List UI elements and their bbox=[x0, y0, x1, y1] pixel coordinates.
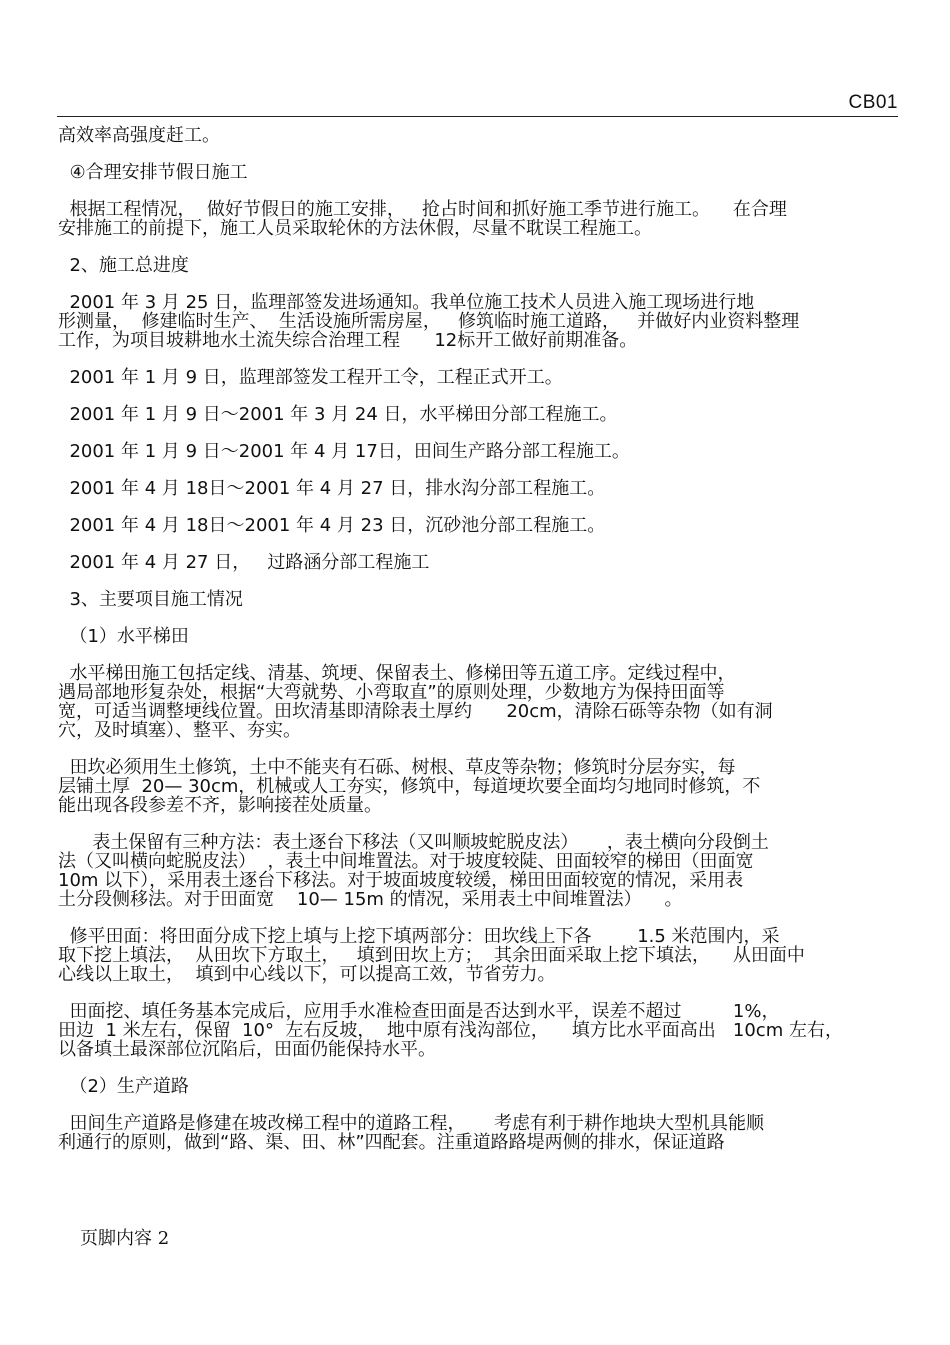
text-line: 3、主要项目施工情况 bbox=[58, 589, 243, 610]
text-line: 田面挖、填任务基本完成后，应用手水准检查田面是否达到水平，误差不超过 1%， bbox=[58, 1001, 780, 1022]
paragraph-gap bbox=[58, 909, 894, 927]
text-line: 穴，及时填塞）、整平、夯实。 bbox=[58, 720, 301, 741]
document-code: CB01 bbox=[848, 92, 898, 113]
paragraph-gap bbox=[58, 498, 894, 516]
paragraph bbox=[58, 664, 894, 740]
paragraph bbox=[58, 627, 894, 646]
text-line: 利通行的原则，做到“路、渠、田、林”四配套。注重道路路堤两侧的排水，保证道路 bbox=[58, 1132, 725, 1153]
page-footer: 页脚内容 2 bbox=[80, 1228, 170, 1249]
text-line: 2001 年 1 月 9 日～2001 年 3 月 24 日，水平梯田分部工程施工。 bbox=[58, 404, 618, 425]
text-line: 2、施工总进度 bbox=[58, 255, 189, 276]
text-line: （1）水平梯田 bbox=[58, 626, 189, 647]
paragraph-gap bbox=[58, 815, 894, 833]
text-line: （2）生产道路 bbox=[58, 1076, 189, 1097]
text-line: 形测量， 修建临时生产、 生活设施所需房屋， 修筑临时施工道路， 并做好内业资料整理 bbox=[58, 311, 800, 332]
paragraph bbox=[58, 163, 894, 182]
paragraph-gap bbox=[58, 387, 894, 405]
paragraph bbox=[58, 126, 894, 145]
paragraph-gap bbox=[58, 572, 894, 590]
text-line: 心线以上取土， 填到中心线以下，可以提高工效，节省劳力。 bbox=[58, 964, 556, 985]
text-line: 田间生产道路是修建在坡改梯工程中的道路工程， 考虑有利于耕作地块大型机具能顺 bbox=[58, 1113, 765, 1134]
paragraph-gap bbox=[58, 535, 894, 553]
document-body bbox=[58, 126, 894, 1152]
text-line: 高效率高强度赶工。 bbox=[58, 125, 220, 146]
paragraph bbox=[58, 405, 894, 424]
text-line: 田坎必须用生土修筑，土中不能夹有石砾、树根、草皮等杂物；修筑时分层夯实，每 bbox=[58, 757, 736, 778]
text-line: 宽，可适当调整埂线位置。田坎清基即清除表土厚约 20cm，清除石砾等杂物（如有洞 bbox=[58, 701, 773, 722]
text-line: 法（又叫横向蛇脱皮法） ，表土中间堆置法。对于坡度较陡、田面较窄的梯田（田面宽 bbox=[58, 851, 754, 872]
text-line: 以备填土最深部位沉陷后，田面仍能保持水平。 bbox=[58, 1039, 436, 1060]
text-line: 根据工程情况， 做好节假日的施工安排， 抢占时间和抓好施工季节进行施工。 在合理 bbox=[58, 199, 787, 220]
text-line: 2001 年 4 月 27 日， 过路涵分部工程施工 bbox=[58, 552, 430, 573]
paragraph bbox=[58, 758, 894, 815]
paragraph-gap bbox=[58, 238, 894, 256]
paragraph-gap bbox=[58, 646, 894, 664]
text-line: 层铺土厚 20— 30cm，机械或人工夯实，修筑中，每道埂坎要全面均匀地同时修筑，不 bbox=[58, 776, 761, 797]
paragraph bbox=[58, 479, 894, 498]
paragraph bbox=[58, 1077, 894, 1096]
paragraph bbox=[58, 256, 894, 275]
text-line: 取下挖上填法， 从田坎下方取土， 填到田坎上方； 其余田面采取上挖下填法， 从田面中 bbox=[58, 945, 805, 966]
text-line: 安排施工的前提下，施工人员采取轮休的方法休假，尽量不耽误工程施工。 bbox=[58, 218, 652, 239]
paragraph bbox=[58, 200, 894, 238]
paragraph-gap bbox=[58, 424, 894, 442]
paragraph-gap bbox=[58, 609, 894, 627]
paragraph bbox=[58, 293, 894, 350]
paragraph bbox=[58, 927, 894, 984]
paragraph-gap bbox=[58, 461, 894, 479]
text-line: 10m 以下），采用表土逐台下移法。对于坡面坡度较缓，梯田田面较宽的情况，采用表 bbox=[58, 870, 744, 891]
paragraph bbox=[58, 368, 894, 387]
text-line: 2001 年 1 月 9 日～2001 年 4 月 17日，田间生产路分部工程施工。 bbox=[58, 441, 630, 462]
text-line: 水平梯田施工包括定线、清基、筑埂、保留表土、修梯田等五道工序。定线过程中， bbox=[58, 663, 736, 684]
text-line: 田边 1 米左右，保留 10° 左右反坡， 地中原有浅沟部位， 填方比水平面高出 10cm 左右， bbox=[58, 1020, 843, 1041]
paragraph-gap bbox=[58, 145, 894, 163]
paragraph bbox=[58, 516, 894, 535]
text-line: 土分段侧移法。对于田面宽 10— 15m 的情况，采用表土中间堆置法） 。 bbox=[58, 889, 683, 910]
text-line: 2001 年 1 月 9 日，监理部签发工程开工令，工程正式开工。 bbox=[58, 367, 563, 388]
paragraph-gap bbox=[58, 740, 894, 758]
paragraph bbox=[58, 1002, 894, 1059]
paragraph-gap bbox=[58, 1096, 894, 1114]
paragraph bbox=[58, 1114, 894, 1152]
text-line: 2001 年 4 月 18日～2001 年 4 月 27 日，排水沟分部工程施工。 bbox=[58, 478, 606, 499]
paragraph-gap bbox=[58, 182, 894, 200]
text-line: 2001 年 3 月 25 日，监理部签发进场通知。我单位施工技术人员进入施工现场进行地 bbox=[58, 292, 755, 313]
paragraph-gap bbox=[58, 1059, 894, 1077]
text-line: ④合理安排节假日施工 bbox=[58, 162, 248, 183]
paragraph bbox=[58, 590, 894, 609]
text-line: 2001 年 4 月 18日～2001 年 4 月 23 日，沉砂池分部工程施工。 bbox=[58, 515, 606, 536]
text-line: 修平田面：将田面分成下挖上填与上挖下填两部分：田坎线上下各 1.5 米范围内，采 bbox=[58, 926, 780, 947]
text-line: 表土保留有三种方法：表土逐台下移法（又叫顺坡蛇脱皮法） ，表土横向分段倒土 bbox=[58, 832, 769, 853]
text-line: 遇局部地形复杂处，根据“大弯就势、小弯取直”的原则处理，少数地方为保持田面等 bbox=[58, 682, 725, 703]
paragraph-gap bbox=[58, 275, 894, 293]
paragraph-gap bbox=[58, 350, 894, 368]
text-line: 能出现各段参差不齐，影响接茬处质量。 bbox=[58, 795, 382, 816]
paragraph bbox=[58, 833, 894, 909]
paragraph bbox=[58, 553, 894, 572]
paragraph bbox=[58, 442, 894, 461]
text-line: 工作，为项目坡耕地水土流失综合治理工程 12标开工做好前期准备。 bbox=[58, 330, 638, 351]
header-rule bbox=[57, 116, 898, 117]
paragraph-gap bbox=[58, 984, 894, 1002]
